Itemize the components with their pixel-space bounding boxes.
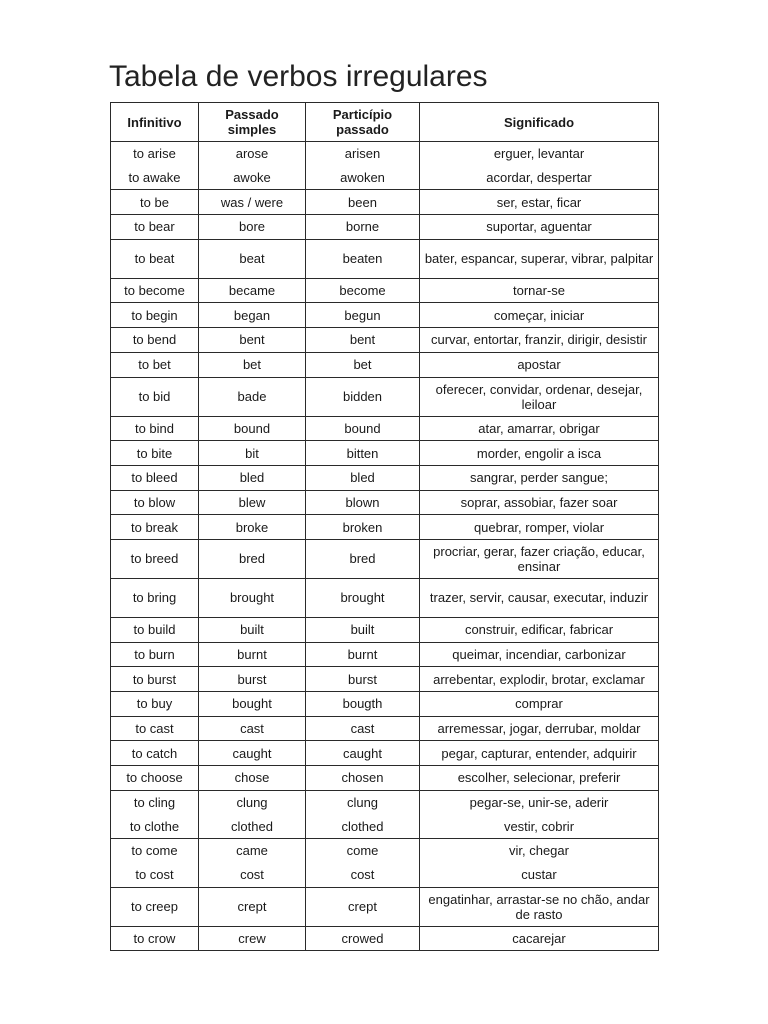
table-header xyxy=(111,103,659,142)
past-simple-cell: awoke xyxy=(199,166,306,190)
past-simple-cell: bought xyxy=(199,692,306,717)
meaning-cell: atar, amarrar, obrigar xyxy=(420,416,659,441)
past-participle-cell: arisen xyxy=(306,142,420,166)
infinitive-cell: to clothe xyxy=(111,814,199,838)
table-row xyxy=(111,578,659,617)
meaning-cell: pegar-se, unir-se, aderir xyxy=(420,790,659,814)
infinitive-cell: to bleed xyxy=(111,465,199,490)
past-participle-cell: bled xyxy=(306,465,420,490)
past-simple-cell: bet xyxy=(199,352,306,377)
past-simple-cell: burst xyxy=(199,667,306,692)
header-infinitive: Infinitivo xyxy=(111,103,199,142)
infinitive-cell: to build xyxy=(111,617,199,642)
past-participle-cell: been xyxy=(306,190,420,215)
past-participle-cell: beaten xyxy=(306,239,420,278)
table-row xyxy=(111,303,659,328)
header-row xyxy=(111,103,659,142)
meaning-cell: engatinhar, arrastar-se no chão, andar de rasto xyxy=(420,887,659,926)
table-row xyxy=(111,863,659,887)
infinitive-cell: to bid xyxy=(111,377,199,416)
table-row xyxy=(111,790,659,814)
table-row xyxy=(111,328,659,353)
past-simple-cell: was / were xyxy=(199,190,306,215)
past-participle-cell: chosen xyxy=(306,766,420,791)
past-participle-cell: crowed xyxy=(306,926,420,951)
past-participle-cell: bidden xyxy=(306,377,420,416)
table-row xyxy=(111,190,659,215)
past-simple-cell: bound xyxy=(199,416,306,441)
meaning-cell: custar xyxy=(420,863,659,887)
infinitive-cell: to arise xyxy=(111,142,199,166)
table-row xyxy=(111,416,659,441)
past-participle-cell: burst xyxy=(306,667,420,692)
table-row xyxy=(111,377,659,416)
meaning-cell: começar, iniciar xyxy=(420,303,659,328)
table-row xyxy=(111,239,659,278)
table-row xyxy=(111,839,659,863)
past-participle-cell: crept xyxy=(306,887,420,926)
past-simple-cell: bred xyxy=(199,539,306,578)
table-body xyxy=(111,142,659,951)
infinitive-cell: to break xyxy=(111,515,199,540)
past-simple-cell: bled xyxy=(199,465,306,490)
meaning-cell: pegar, capturar, entender, adquirir xyxy=(420,741,659,766)
table-row xyxy=(111,814,659,838)
meaning-cell: suportar, aguentar xyxy=(420,215,659,240)
past-participle-cell: cost xyxy=(306,863,420,887)
infinitive-cell: to bind xyxy=(111,416,199,441)
past-simple-cell: clung xyxy=(199,790,306,814)
table-row xyxy=(111,926,659,951)
infinitive-cell: to beat xyxy=(111,239,199,278)
meaning-cell: comprar xyxy=(420,692,659,717)
infinitive-cell: to be xyxy=(111,190,199,215)
past-participle-cell: clung xyxy=(306,790,420,814)
table-row xyxy=(111,766,659,791)
table-row xyxy=(111,166,659,190)
past-simple-cell: came xyxy=(199,839,306,863)
meaning-cell: tornar-se xyxy=(420,278,659,303)
meaning-cell: ser, estar, ficar xyxy=(420,190,659,215)
table-row xyxy=(111,642,659,667)
meaning-cell: cacarejar xyxy=(420,926,659,951)
past-participle-cell: bitten xyxy=(306,441,420,466)
table-row xyxy=(111,441,659,466)
infinitive-cell: to buy xyxy=(111,692,199,717)
past-simple-cell: built xyxy=(199,617,306,642)
past-participle-cell: bet xyxy=(306,352,420,377)
past-participle-cell: burnt xyxy=(306,642,420,667)
table-row xyxy=(111,515,659,540)
past-participle-cell: clothed xyxy=(306,814,420,838)
infinitive-cell: to become xyxy=(111,278,199,303)
past-simple-cell: became xyxy=(199,278,306,303)
past-participle-cell: blown xyxy=(306,490,420,515)
past-simple-cell: crept xyxy=(199,887,306,926)
meaning-cell: oferecer, convidar, ordenar, desejar, leiloar xyxy=(420,377,659,416)
past-participle-cell: built xyxy=(306,617,420,642)
meaning-cell: bater, espancar, superar, vibrar, palpitar xyxy=(420,239,659,278)
past-simple-cell: burnt xyxy=(199,642,306,667)
meaning-cell: queimar, incendiar, carbonizar xyxy=(420,642,659,667)
past-participle-cell: borne xyxy=(306,215,420,240)
infinitive-cell: to bet xyxy=(111,352,199,377)
past-participle-cell: cast xyxy=(306,716,420,741)
past-simple-cell: cast xyxy=(199,716,306,741)
infinitive-cell: to begin xyxy=(111,303,199,328)
past-participle-cell: broken xyxy=(306,515,420,540)
past-participle-cell: bred xyxy=(306,539,420,578)
meaning-cell: procriar, gerar, fazer criação, educar, ensinar xyxy=(420,539,659,578)
infinitive-cell: to blow xyxy=(111,490,199,515)
header-past-simple: Passado simples xyxy=(199,103,306,142)
infinitive-cell: to cast xyxy=(111,716,199,741)
table-row xyxy=(111,215,659,240)
table-row xyxy=(111,692,659,717)
past-simple-cell: crew xyxy=(199,926,306,951)
meaning-cell: vir, chegar xyxy=(420,839,659,863)
past-participle-cell: bent xyxy=(306,328,420,353)
meaning-cell: arrebentar, explodir, brotar, exclamar xyxy=(420,667,659,692)
table-row xyxy=(111,142,659,166)
table-row xyxy=(111,352,659,377)
past-participle-cell: begun xyxy=(306,303,420,328)
meaning-cell: construir, edificar, fabricar xyxy=(420,617,659,642)
past-participle-cell: caught xyxy=(306,741,420,766)
meaning-cell: acordar, despertar xyxy=(420,166,659,190)
past-simple-cell: chose xyxy=(199,766,306,791)
meaning-cell: soprar, assobiar, fazer soar xyxy=(420,490,659,515)
past-simple-cell: beat xyxy=(199,239,306,278)
table-row xyxy=(111,716,659,741)
past-simple-cell: clothed xyxy=(199,814,306,838)
infinitive-cell: to choose xyxy=(111,766,199,791)
past-participle-cell: brought xyxy=(306,578,420,617)
infinitive-cell: to burst xyxy=(111,667,199,692)
irregular-verbs-table xyxy=(110,102,659,951)
table-row xyxy=(111,465,659,490)
past-simple-cell: bent xyxy=(199,328,306,353)
past-simple-cell: arose xyxy=(199,142,306,166)
table-row xyxy=(111,887,659,926)
meaning-cell: arremessar, jogar, derrubar, moldar xyxy=(420,716,659,741)
table-row xyxy=(111,490,659,515)
past-participle-cell: come xyxy=(306,839,420,863)
infinitive-cell: to bear xyxy=(111,215,199,240)
meaning-cell: vestir, cobrir xyxy=(420,814,659,838)
past-participle-cell: bougth xyxy=(306,692,420,717)
past-simple-cell: bit xyxy=(199,441,306,466)
past-simple-cell: blew xyxy=(199,490,306,515)
infinitive-cell: to creep xyxy=(111,887,199,926)
infinitive-cell: to cling xyxy=(111,790,199,814)
past-simple-cell: bade xyxy=(199,377,306,416)
table-row xyxy=(111,278,659,303)
table-row xyxy=(111,617,659,642)
past-participle-cell: become xyxy=(306,278,420,303)
past-simple-cell: cost xyxy=(199,863,306,887)
infinitive-cell: to burn xyxy=(111,642,199,667)
past-simple-cell: brought xyxy=(199,578,306,617)
meaning-cell: trazer, servir, causar, executar, induzir xyxy=(420,578,659,617)
past-simple-cell: began xyxy=(199,303,306,328)
past-participle-cell: awoken xyxy=(306,166,420,190)
infinitive-cell: to breed xyxy=(111,539,199,578)
infinitive-cell: to awake xyxy=(111,166,199,190)
infinitive-cell: to bite xyxy=(111,441,199,466)
header-past-participle: Particípio passado xyxy=(306,103,420,142)
page-title: Tabela de verbos irregulares xyxy=(109,60,488,93)
past-simple-cell: bore xyxy=(199,215,306,240)
meaning-cell: curvar, entortar, franzir, dirigir, desistir xyxy=(420,328,659,353)
past-participle-cell: bound xyxy=(306,416,420,441)
meaning-cell: quebrar, romper, violar xyxy=(420,515,659,540)
meaning-cell: erguer, levantar xyxy=(420,142,659,166)
header-meaning: Significado xyxy=(420,103,659,142)
meaning-cell: apostar xyxy=(420,352,659,377)
infinitive-cell: to catch xyxy=(111,741,199,766)
past-simple-cell: broke xyxy=(199,515,306,540)
meaning-cell: escolher, selecionar, preferir xyxy=(420,766,659,791)
table-row xyxy=(111,741,659,766)
infinitive-cell: to crow xyxy=(111,926,199,951)
infinitive-cell: to cost xyxy=(111,863,199,887)
table-row xyxy=(111,667,659,692)
meaning-cell: morder, engolir a isca xyxy=(420,441,659,466)
infinitive-cell: to bend xyxy=(111,328,199,353)
table-row xyxy=(111,539,659,578)
meaning-cell: sangrar, perder sangue; xyxy=(420,465,659,490)
infinitive-cell: to bring xyxy=(111,578,199,617)
infinitive-cell: to come xyxy=(111,839,199,863)
past-simple-cell: caught xyxy=(199,741,306,766)
